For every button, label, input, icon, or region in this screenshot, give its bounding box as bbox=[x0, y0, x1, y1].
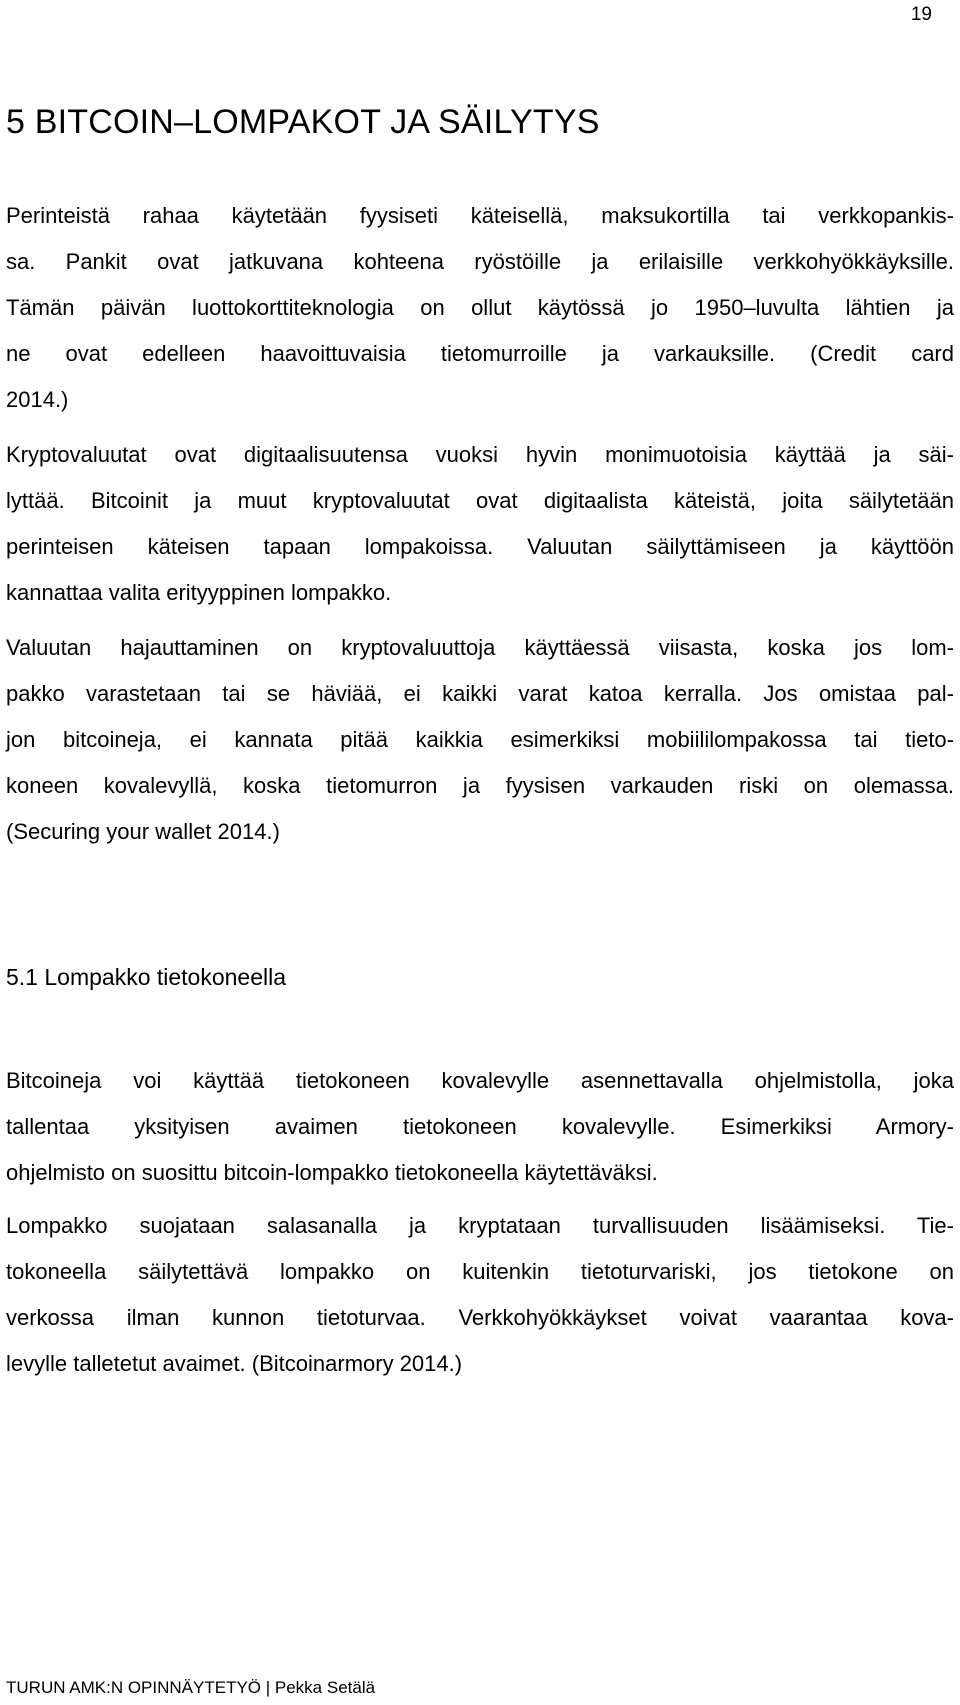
paragraph-line: perinteisen käteisen tapaan lompakoissa. Valuutan säilyttämiseen ja käyttöön bbox=[6, 534, 954, 559]
paragraph-line: Bitcoineja voi käyttää tietokoneen kovalevylle asennettavalla ohjelmistolla, joka bbox=[6, 1068, 954, 1093]
paragraph-line: koneen kovalevyllä, koska tietomurron ja fyysisen varkauden riski on olemassa. bbox=[6, 773, 954, 798]
paragraph-line: ohjelmisto on suosittu bitcoin-lompakko tietokoneella käytettäväksi. bbox=[6, 1160, 658, 1185]
paragraph-line: sa. Pankit ovat jatkuvana kohteena ryöstöille ja erilaisille verkkohyökkäyksille. bbox=[6, 249, 954, 274]
paragraph-line: lyttää. Bitcoinit ja muut kryptovaluutat ovat digitaalista käteistä, joita säilytetään bbox=[6, 488, 954, 513]
paragraph-line: pakko varastetaan tai se häviää, ei kaikki varat katoa kerralla. Jos omistaa pal- bbox=[6, 681, 954, 706]
section-paragraph-2 bbox=[6, 1203, 954, 1387]
paragraph-1 bbox=[6, 193, 954, 423]
paragraph-line: 2014.) bbox=[6, 387, 69, 412]
section-paragraph-1 bbox=[6, 1058, 954, 1196]
paragraph-line: jon bitcoineja, ei kannata pitää kaikkia esimerkiksi mobiililompakossa tai tieto- bbox=[6, 727, 954, 752]
paragraph-line: Tämän päivän luottokorttiteknologia on ollut käytössä jo 1950–luvulta lähtien ja bbox=[6, 295, 954, 320]
paragraph-3 bbox=[6, 625, 954, 855]
paragraph-line: verkossa ilman kunnon tietoturvaa. Verkkohyökkäykset voivat vaarantaa kova- bbox=[6, 1305, 954, 1330]
paragraph-line: Perinteistä rahaa käytetään fyysiseti käteisellä, maksukortilla tai verkkopankis- bbox=[6, 203, 954, 228]
paragraph-line: Lompakko suojataan salasanalla ja kryptataan turvallisuuden lisäämiseksi. Tie- bbox=[6, 1213, 954, 1238]
chapter-title: 5 BITCOIN–LOMPAKOT JA SÄILYTYS bbox=[6, 103, 600, 141]
section-title: 5.1 Lompakko tietokoneella bbox=[6, 964, 287, 990]
paragraph-line: tallentaa yksityisen avaimen tietokoneen kovalevylle. Esimerkiksi Armory- bbox=[6, 1114, 954, 1139]
paragraph-line: ne ovat edelleen haavoittuvaisia tietomurroille ja varkauksille. (Credit card bbox=[6, 341, 954, 366]
paragraph-line: levylle talletetut avaimet. (Bitcoinarmory 2014.) bbox=[6, 1351, 463, 1376]
paragraph-2 bbox=[6, 432, 954, 616]
footer: TURUN AMK:N OPINNÄYTETYÖ | Pekka Setälä bbox=[6, 1678, 376, 1697]
paragraph-line: tokoneella säilytettävä lompakko on kuitenkin tietoturvariski, jos tietokone on bbox=[6, 1259, 954, 1284]
paragraph-line: kannattaa valita erityyppinen lompakko. bbox=[6, 580, 392, 605]
paragraph-line: Valuutan hajauttaminen on kryptovaluuttoja käyttäessä viisasta, koska jos lom- bbox=[6, 635, 954, 660]
paragraph-line: Kryptovaluutat ovat digitaalisuutensa vuoksi hyvin monimuotoisia käyttää ja säi- bbox=[6, 442, 954, 467]
paragraph-line: (Securing your wallet 2014.) bbox=[6, 819, 280, 844]
page-number: 19 bbox=[910, 4, 932, 25]
